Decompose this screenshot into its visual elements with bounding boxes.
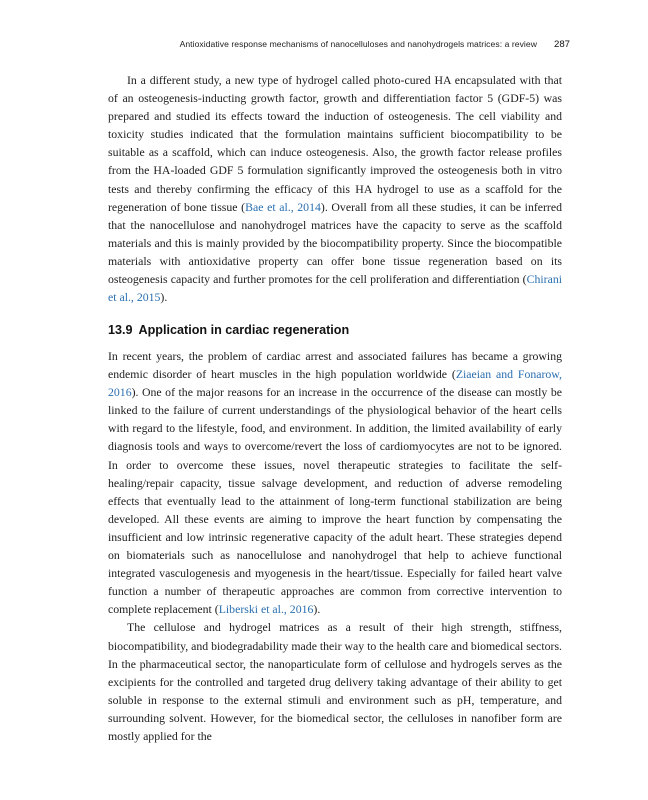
running-header [108,39,570,50]
citation-link-bae-2014[interactable]: Bae et al., 2014 [245,199,321,214]
page-number: 287 [553,39,570,50]
paragraph [108,71,562,306]
text-run: ). Overall from all these studies, it can be inferred that the nanocellulose and nanohydrogel matrices have the capacity to serve as the scaffold materials and this is mainly provided by the biocompatibility property. Since the biocompatible materials with antioxidative property can offer bone tissue regeneration based on its osteogenesis capacity and further promotes for the cell proliferation and differentiation ( [108,199,562,287]
citation-link-ziaeian-2016[interactable]: Ziaeian and Fonarow, 2016 [108,367,563,400]
text-run: ). [160,290,168,305]
citation-link-liberski-2016[interactable]: Liberski et al., 2016 [218,602,314,617]
section-title: Application in cardiac regeneration [138,323,350,337]
text-run: In recent years, the problem of cardiac arrest and associated failures has became a growing endemic disorder of heart muscles in the high population worldwide ( [108,349,562,382]
text-run: In a different study, a new type of hydrogel called photo-cured HA encapsulated with that of an osteogenesis-inducting growth factor, growth and differentiation factor 5 (GDF-5) was prepared and studied its effects toward the induction of osteogenesis. The cell viability and toxicity studies indicated that the formulation maintains sufficient biocompatibility to be suitable as a scaffold, which can induce osteogenesis. Also, the growth factor release profiles from the HA-loaded GDF 5 formulation significantly improved the osteogenesis both in vitro tests and thereby confirming the efficacy of this HA hydrogel to use as a scaffold for the regeneration of bone tissue ( [108,73,562,214]
running-title: Antioxidative response mechanisms of nanocelluloses and nanohydrogels matrices: a review [179,39,537,49]
paragraph [108,347,562,618]
paragraph-bone-regeneration [108,71,562,306]
text-run: ). [313,602,321,617]
paragraph: The cellulose and hydrogel matrices as a result of their high strength, stiffness, biocompatibility, and biodegradability made their way to the health care and biomedical sectors. In the pharmaceutical sector, the nanoparticulate form of cellulose and hydrogels serves as the excipients for the controlled and targeted drug delivery taking advantage of their ability to get soluble in response to the external stimuli and environment such as pH, temperature, and surrounding solvent. However, for the biomedical sector, the celluloses in nanofiber form are mostly applied for the [108,620,562,743]
section-body [108,347,562,745]
section-number: 13.9 [108,323,133,337]
citation-link-chirani-2015[interactable]: Chirani et al., 2015 [108,272,562,305]
text-run: ). One of the major reasons for an increase in the occurrence of the disease can mostly be linked to the failure of current understandings of the physiological behavior of the heart cells with regard to the lifestyle, food, and environment. In addition, the limited availability of early diagnosis tools and ways to overcome/revert the loss of cardiomyocytes are not to be ignored. In order to overcome these issues, novel therapeutic strategies to facilitate the self-healing/repair capacity, tissue salvage development, and reduction of adverse remodeling effects that eventually lead to the attainment of long-term functional stabilization are being developed. All these events are aiming to improve the heart function by compensating the insufficient and low intrinsic regenerative capacity of the adult heart. These strategies depend on biomaterials such as nanocellulose and nanohydrogel that help to achieve functional integrated vasculogenesis and myogenesis in the heart/tissue. Especially for failed heart valve function a number of therapeutic approaches are common from corrective intervention to complete replacement ( [108,385,562,617]
section-heading [108,323,562,337]
